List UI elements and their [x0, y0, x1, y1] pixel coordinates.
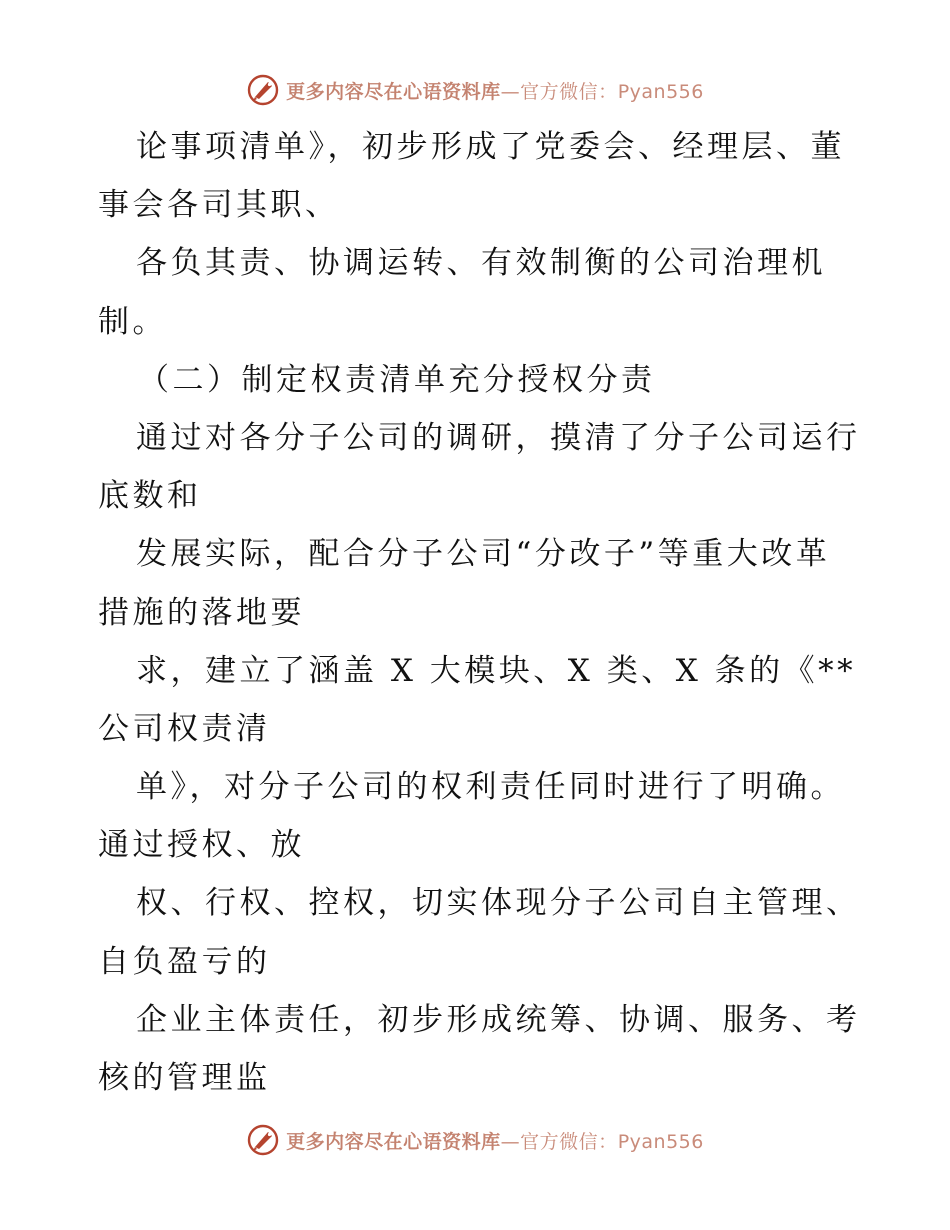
- paragraph-line: 公司权责清: [98, 710, 271, 747]
- section-heading: （二）制定权责清单充分授权分责: [138, 361, 656, 398]
- paragraph-line: 权、行权、控权，切实体现分子公司自主管理、: [136, 885, 861, 922]
- paragraph-line: 通过对各分子公司的调研，摸清了分子公司运行: [136, 419, 861, 456]
- pen-nib-logo-icon: [246, 1123, 280, 1157]
- paragraph-line: 底数和: [98, 478, 202, 515]
- paragraph-line: 发展实际，配合分子公司“分改子”等重大改革: [136, 536, 831, 573]
- paragraph-line: 各负其责、协调运转、有效制衡的公司治理机: [136, 245, 826, 282]
- paragraph-line: 自负盈亏的: [98, 943, 271, 980]
- paragraph-line: 企业主体责任，初步形成统筹、协调、服务、考: [136, 1001, 861, 1038]
- paragraph-line: 措施的落地要: [98, 594, 305, 631]
- paragraph-line: 单》，对分子公司的权利责任同时进行了明确。: [136, 769, 845, 806]
- document-body: [98, 118, 861, 1107]
- footer-banner: [0, 1120, 950, 1160]
- header-banner: [0, 70, 950, 110]
- paragraph-line: 制。: [98, 303, 167, 340]
- banner-text: 更多内容尽在心语资料库—官方微信：Pyan556: [286, 1130, 704, 1153]
- paragraph-line: 事会各司其职、: [98, 187, 340, 224]
- paragraph-line: 论事项清单》，初步形成了党委会、经理层、董: [136, 129, 845, 165]
- banner-text: 更多内容尽在心语资料库—官方微信：Pyan556: [286, 80, 704, 103]
- paragraph-line: 求，建立了涵盖 X 大模块、X 类、X 条的《**: [136, 652, 857, 689]
- pen-nib-logo-icon: [246, 73, 280, 107]
- paragraph-line: 核的管理监: [98, 1060, 271, 1096]
- paragraph-line: 通过授权、放: [98, 827, 305, 864]
